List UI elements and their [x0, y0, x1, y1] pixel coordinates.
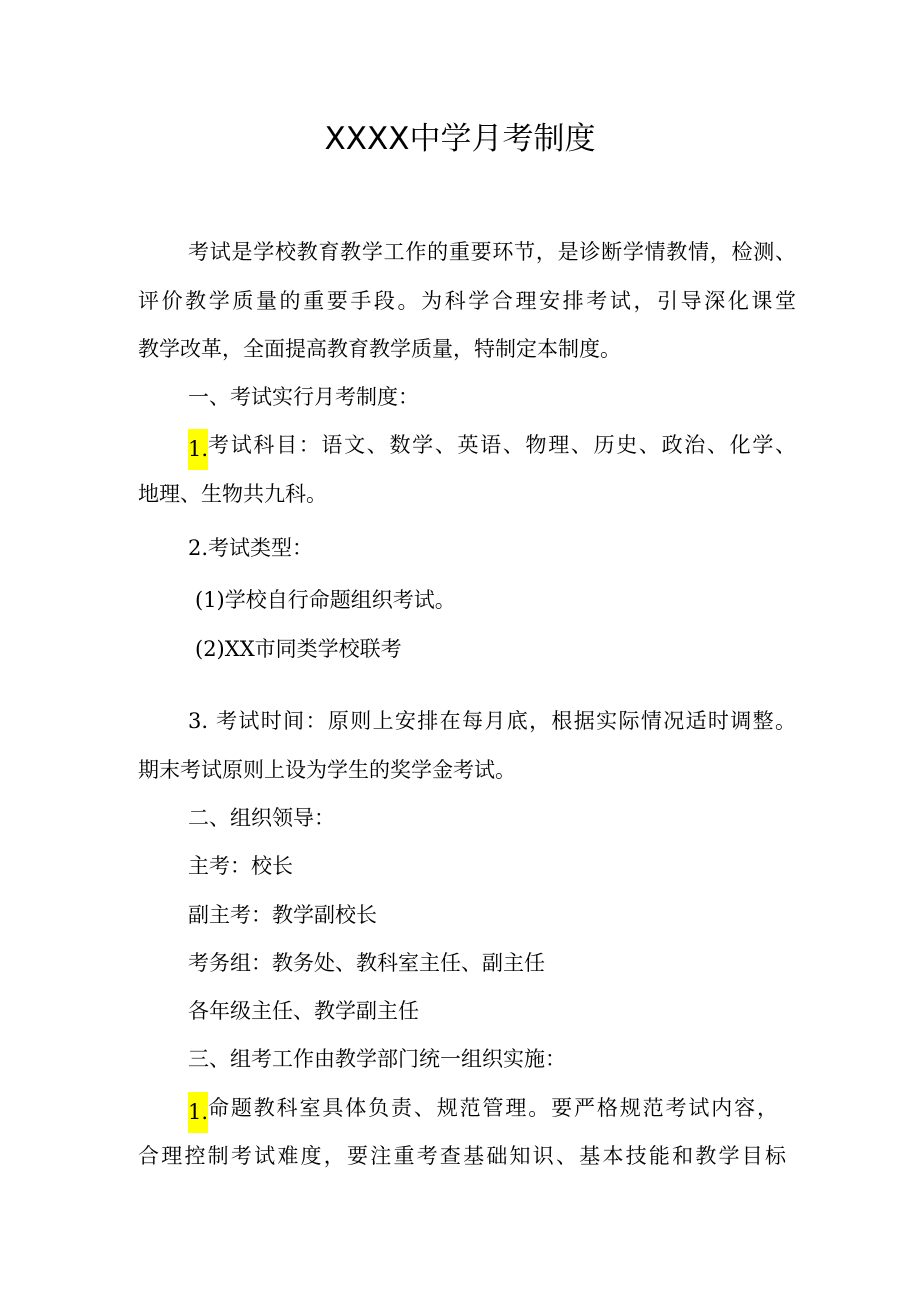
section1-item2: 2.考试类型：: [188, 536, 314, 560]
intro-line-3: 教学改革，全面提高教育教学质量，特制定本制度。: [138, 337, 621, 361]
section3-item1-line2: 合理控制考试难度，要注重考查基础知识、基本技能和教学目标: [138, 1144, 786, 1168]
section1-item1-line1: [188, 429, 796, 470]
section3-item1-text: 命题教科室具体负责、规范管理。要严格规范考试内容，: [208, 1096, 778, 1120]
intro-line-1: 考试是学校教育教学工作的重要环节，是诊断学情教情，检测、: [188, 240, 796, 264]
section2-line: 考务组：教务处、教科室主任、副主任: [188, 951, 545, 975]
section1-item1-text: 考试科目：语文、数学、英语、物理、历史、政治、化学、: [208, 433, 796, 457]
section2-heading: 二、组织领导：: [188, 806, 335, 830]
section1-item3-line1: 3. 考试时间：原则上安排在每月底，根据实际情况适时调整。: [188, 709, 796, 733]
section3-item1-line1: [188, 1092, 778, 1133]
section1-item2-sub2: (2)XX市同类学校联考: [195, 637, 402, 661]
item-number-highlight: 1.: [188, 1092, 208, 1133]
document-title: XXXX中学月考制度: [324, 121, 596, 157]
section2-line: 主考：校长: [188, 854, 293, 878]
section1-item3-line2: 期末考试原则上设为学生的奖学金考试。: [138, 758, 516, 782]
item-number-highlight: 1.: [188, 429, 208, 470]
section2-line: 各年级主任、教学副主任: [188, 999, 419, 1023]
section3-heading: 三、组考工作由教学部门统一组织实施：: [188, 1047, 566, 1071]
section1-heading: 一、考试实行月考制度：: [188, 385, 419, 409]
section1-item2-sub1: (1)学校自行命题组织考试。: [195, 588, 456, 612]
section1-item1-line2: 地理、生物共九科。: [138, 482, 327, 506]
section2-line: 副主考：教学副校长: [188, 903, 377, 927]
intro-line-2: 评价教学质量的重要手段。为科学合理安排考试，引导深化课堂: [138, 289, 796, 313]
